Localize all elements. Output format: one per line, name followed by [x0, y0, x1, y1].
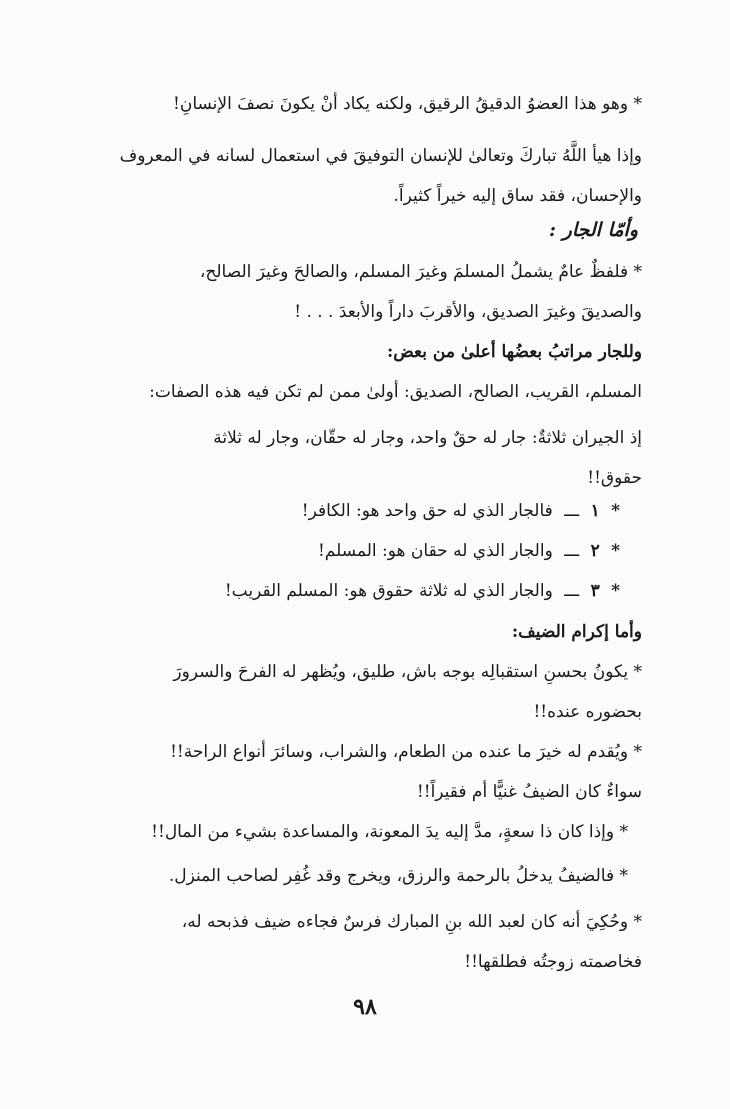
- list-item-number: ٣: [590, 581, 600, 601]
- paragraph-neighbor-line2: والصديقَ وغيرَ الصديق، والأقربَ داراً والأبعدَ . . . !: [294, 302, 642, 322]
- paragraph-three-neighbors-line1: إذ الجيران ثلاثةٌ: جار له حقٌ واحد، وجار له حقّان، وجار له ثلاثة: [213, 428, 642, 448]
- paragraph-neighbor-definition: [88, 252, 642, 332]
- paragraph-neighbor-line1: * فلفظٌ عامٌ يشملُ المسلمَ وغيرَ المسلم، والصالحَ وغيرَ الصالح،: [199, 262, 642, 282]
- list-item: [88, 576, 620, 606]
- paragraph-ibn-mubarak-line1: * وحُكِيَ أنه كان لعبد الله بنِ المبارك فرسٌ فجاءه ضيف فذبحه له،: [181, 912, 642, 932]
- paragraph-three-neighbors: [88, 418, 642, 498]
- paragraph-guest-offering-line1: * ويُقدم له خيرَ ما عنده من الطعام، والشراب، وسائرَ أنواع الراحة!!: [170, 742, 642, 762]
- paragraph-guest-help: * وإذا كان ذا سعةٍ، مدَّ إليه يدَ المعونة، والمساعدة بشيء من المال!!: [151, 822, 628, 842]
- paragraph-ibn-mubarak: [88, 902, 642, 982]
- paragraph-tawfiq: [88, 136, 642, 216]
- paragraph-ibn-mubarak-line2: فخاصمته زوجتُه فطلقها!!: [464, 952, 642, 972]
- list-item: [88, 496, 620, 526]
- list-item-number: ٢: [590, 541, 600, 561]
- paragraph-guest-reception-line2: بحضوره عنده!!: [533, 702, 642, 722]
- paragraph-tawfiq-line1: وإذا هيأ اللَّهُ تباركَ وتعالىٰ للإنسان التوفيقَ في استعمال لسانه في المعروف: [119, 146, 642, 166]
- list-item-text: فالجار الذي له حق واحد هو: الكافر!: [301, 501, 553, 521]
- paragraph-guest-reception: [88, 652, 642, 732]
- list-item-bullet: *: [611, 541, 620, 561]
- paragraph-tawfiq-line2: والإحسان، فقد ساق إليه خيراً كثيراً.: [393, 186, 642, 206]
- paragraph-guest-reception-line1: * يكونُ بحسنِ استقبالِه بوجه باش، طليق، ويُظهر له الفرحَ والسرورَ: [173, 662, 642, 682]
- list-item-bullet: *: [611, 501, 620, 521]
- list-item-number: ١: [590, 501, 600, 521]
- list-item-dash: ـــ: [564, 541, 580, 561]
- list-item-text: والجار الذي له حقان هو: المسلم!: [317, 541, 553, 561]
- list-item-dash: ـــ: [564, 581, 580, 601]
- paragraph-guest-offering-line2: سواءٌ كان الضيفُ غنيًّا أم فقيراً!!: [416, 782, 642, 802]
- heading-guest: وأما إكرام الضيف:: [511, 622, 642, 642]
- list-item: [88, 536, 620, 566]
- heading-neighbor-ranks: وللجار مراتبُ بعضُها أعلىٰ من بعض:: [386, 342, 642, 362]
- list-item-dash: ـــ: [564, 501, 580, 521]
- paragraph-guest-offering: [88, 732, 642, 812]
- paragraph-tongue: * وهو هذا العضوُ الدقيقُ الرقيق، ولكنه يكاد أنْ يكونَ نصفَ الإنسانِ!: [173, 94, 642, 114]
- heading-neighbor: وأمّا الجار :: [549, 219, 638, 241]
- paragraph-guest-blessing: * فالضيفُ يدخلُ بالرحمة والرزق، ويخرج وقد غُفِر لصاحب المنزل.: [168, 866, 628, 886]
- page-number: ٩٨: [353, 994, 377, 1020]
- paragraph-three-neighbors-line2: حقوق!!: [587, 468, 642, 488]
- list-item-bullet: *: [611, 581, 620, 601]
- list-item-text: والجار الذي له ثلاثة حقوق هو: المسلم القريب!: [224, 581, 553, 601]
- paragraph-ranks: المسلم، القريب، الصالح، الصديق: أولىٰ ممن لم تكن فيه هذه الصفات:: [149, 382, 642, 402]
